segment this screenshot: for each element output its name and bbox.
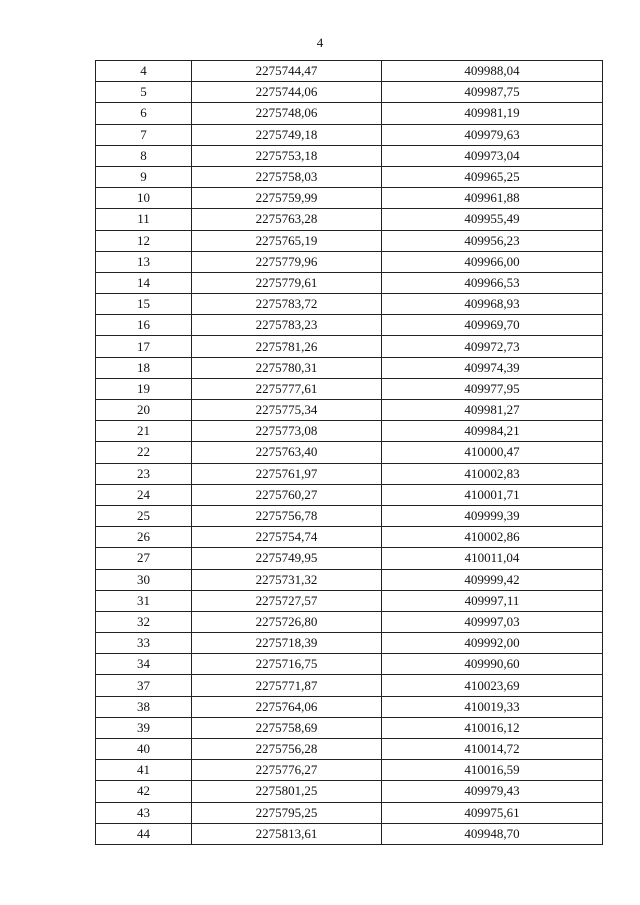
- point-number-cell: 40: [96, 739, 192, 760]
- x-coordinate-cell: 2275775,34: [192, 400, 382, 421]
- table-row: [96, 633, 603, 654]
- point-number-cell: 13: [96, 251, 192, 272]
- page-number: 4: [316, 35, 324, 50]
- table-row: [96, 82, 603, 103]
- table-row: [96, 654, 603, 675]
- x-coordinate-cell: 2275726,80: [192, 611, 382, 632]
- x-coordinate-cell: 2275777,61: [192, 378, 382, 399]
- y-coordinate-cell: 410019,33: [382, 696, 603, 717]
- y-coordinate-cell: 409969,70: [382, 315, 603, 336]
- point-number-cell: 27: [96, 548, 192, 569]
- table-row: [96, 611, 603, 632]
- point-number-cell: 4: [96, 61, 192, 82]
- y-coordinate-cell: 409956,23: [382, 230, 603, 251]
- x-coordinate-cell: 2275781,26: [192, 336, 382, 357]
- table-row: [96, 590, 603, 611]
- x-coordinate-cell: 2275765,19: [192, 230, 382, 251]
- table-row: [96, 548, 603, 569]
- y-coordinate-cell: 409966,53: [382, 272, 603, 293]
- x-coordinate-cell: 2275749,95: [192, 548, 382, 569]
- table-row: [96, 230, 603, 251]
- table-row: [96, 781, 603, 802]
- point-number-cell: 25: [96, 505, 192, 526]
- y-coordinate-cell: 409977,95: [382, 378, 603, 399]
- x-coordinate-cell: 2275759,99: [192, 188, 382, 209]
- x-coordinate-cell: 2275761,97: [192, 463, 382, 484]
- y-coordinate-cell: 409972,73: [382, 336, 603, 357]
- table-row: [96, 463, 603, 484]
- x-coordinate-cell: 2275780,31: [192, 357, 382, 378]
- y-coordinate-cell: 409948,70: [382, 823, 603, 844]
- table-row: [96, 400, 603, 421]
- table-row: [96, 209, 603, 230]
- y-coordinate-cell: 410000,47: [382, 442, 603, 463]
- point-number-cell: 12: [96, 230, 192, 251]
- y-coordinate-cell: 409999,42: [382, 569, 603, 590]
- point-number-cell: 32: [96, 611, 192, 632]
- table-row: [96, 760, 603, 781]
- x-coordinate-cell: 2275783,72: [192, 294, 382, 315]
- x-coordinate-cell: 2275801,25: [192, 781, 382, 802]
- x-coordinate-cell: 2275754,74: [192, 527, 382, 548]
- point-number-cell: 39: [96, 717, 192, 738]
- x-coordinate-cell: 2275718,39: [192, 633, 382, 654]
- y-coordinate-cell: 409984,21: [382, 421, 603, 442]
- point-number-cell: 18: [96, 357, 192, 378]
- table-row: [96, 251, 603, 272]
- x-coordinate-cell: 2275771,87: [192, 675, 382, 696]
- y-coordinate-cell: 409979,63: [382, 124, 603, 145]
- x-coordinate-cell: 2275744,06: [192, 82, 382, 103]
- x-coordinate-cell: 2275731,32: [192, 569, 382, 590]
- y-coordinate-cell: 410002,83: [382, 463, 603, 484]
- table-row: [96, 505, 603, 526]
- y-coordinate-cell: 409990,60: [382, 654, 603, 675]
- point-number-cell: 8: [96, 145, 192, 166]
- table-row: [96, 103, 603, 124]
- x-coordinate-cell: 2275779,96: [192, 251, 382, 272]
- y-coordinate-cell: 409999,39: [382, 505, 603, 526]
- y-coordinate-cell: 409968,93: [382, 294, 603, 315]
- x-coordinate-cell: 2275756,78: [192, 505, 382, 526]
- y-coordinate-cell: 410011,04: [382, 548, 603, 569]
- table-row: [96, 739, 603, 760]
- table-row: [96, 717, 603, 738]
- x-coordinate-cell: 2275744,47: [192, 61, 382, 82]
- y-coordinate-cell: 409997,11: [382, 590, 603, 611]
- point-number-cell: 14: [96, 272, 192, 293]
- table-row: [96, 378, 603, 399]
- table-row: [96, 527, 603, 548]
- point-number-cell: 21: [96, 421, 192, 442]
- x-coordinate-cell: 2275763,28: [192, 209, 382, 230]
- y-coordinate-cell: 410014,72: [382, 739, 603, 760]
- table-row: [96, 675, 603, 696]
- table-row: [96, 124, 603, 145]
- table-row: [96, 145, 603, 166]
- x-coordinate-cell: 2275716,75: [192, 654, 382, 675]
- table-row: [96, 61, 603, 82]
- y-coordinate-cell: 410016,12: [382, 717, 603, 738]
- y-coordinate-cell: 410001,71: [382, 484, 603, 505]
- x-coordinate-cell: 2275764,06: [192, 696, 382, 717]
- y-coordinate-cell: 409973,04: [382, 145, 603, 166]
- point-number-cell: 7: [96, 124, 192, 145]
- y-coordinate-cell: 409997,03: [382, 611, 603, 632]
- coordinates-table-body: [96, 61, 603, 845]
- point-number-cell: 41: [96, 760, 192, 781]
- x-coordinate-cell: 2275727,57: [192, 590, 382, 611]
- y-coordinate-cell: 409987,75: [382, 82, 603, 103]
- point-number-cell: 6: [96, 103, 192, 124]
- point-number-cell: 15: [96, 294, 192, 315]
- point-number-cell: 9: [96, 166, 192, 187]
- x-coordinate-cell: 2275748,06: [192, 103, 382, 124]
- x-coordinate-cell: 2275795,25: [192, 802, 382, 823]
- y-coordinate-cell: 410023,69: [382, 675, 603, 696]
- x-coordinate-cell: 2275779,61: [192, 272, 382, 293]
- point-number-cell: 37: [96, 675, 192, 696]
- coordinates-table: [95, 60, 603, 845]
- table-row: [96, 315, 603, 336]
- point-number-cell: 10: [96, 188, 192, 209]
- point-number-cell: 42: [96, 781, 192, 802]
- y-coordinate-cell: 409981,19: [382, 103, 603, 124]
- table-row: [96, 272, 603, 293]
- table-row: [96, 166, 603, 187]
- table-row: [96, 569, 603, 590]
- x-coordinate-cell: 2275758,03: [192, 166, 382, 187]
- y-coordinate-cell: 410002,86: [382, 527, 603, 548]
- y-coordinate-cell: 409992,00: [382, 633, 603, 654]
- table-row: [96, 442, 603, 463]
- y-coordinate-cell: 409975,61: [382, 802, 603, 823]
- x-coordinate-cell: 2275749,18: [192, 124, 382, 145]
- point-number-cell: 30: [96, 569, 192, 590]
- point-number-cell: 38: [96, 696, 192, 717]
- point-number-cell: 16: [96, 315, 192, 336]
- point-number-cell: 26: [96, 527, 192, 548]
- x-coordinate-cell: 2275773,08: [192, 421, 382, 442]
- y-coordinate-cell: 409966,00: [382, 251, 603, 272]
- point-number-cell: 24: [96, 484, 192, 505]
- point-number-cell: 44: [96, 823, 192, 844]
- y-coordinate-cell: 409974,39: [382, 357, 603, 378]
- table-row: [96, 696, 603, 717]
- table-row: [96, 188, 603, 209]
- x-coordinate-cell: 2275758,69: [192, 717, 382, 738]
- x-coordinate-cell: 2275813,61: [192, 823, 382, 844]
- point-number-cell: 31: [96, 590, 192, 611]
- table-row: [96, 294, 603, 315]
- point-number-cell: 23: [96, 463, 192, 484]
- x-coordinate-cell: 2275776,27: [192, 760, 382, 781]
- table-row: [96, 484, 603, 505]
- x-coordinate-cell: 2275760,27: [192, 484, 382, 505]
- table-row: [96, 357, 603, 378]
- x-coordinate-cell: 2275763,40: [192, 442, 382, 463]
- point-number-cell: 33: [96, 633, 192, 654]
- y-coordinate-cell: 409955,49: [382, 209, 603, 230]
- table-row: [96, 421, 603, 442]
- point-number-cell: 34: [96, 654, 192, 675]
- table-row: [96, 802, 603, 823]
- point-number-cell: 43: [96, 802, 192, 823]
- y-coordinate-cell: 409979,43: [382, 781, 603, 802]
- y-coordinate-cell: 409961,88: [382, 188, 603, 209]
- table-row: [96, 336, 603, 357]
- point-number-cell: 11: [96, 209, 192, 230]
- x-coordinate-cell: 2275783,23: [192, 315, 382, 336]
- x-coordinate-cell: 2275756,28: [192, 739, 382, 760]
- y-coordinate-cell: 409965,25: [382, 166, 603, 187]
- point-number-cell: 5: [96, 82, 192, 103]
- y-coordinate-cell: 409988,04: [382, 61, 603, 82]
- point-number-cell: 17: [96, 336, 192, 357]
- y-coordinate-cell: 409981,27: [382, 400, 603, 421]
- point-number-cell: 22: [96, 442, 192, 463]
- x-coordinate-cell: 2275753,18: [192, 145, 382, 166]
- point-number-cell: 20: [96, 400, 192, 421]
- point-number-cell: 19: [96, 378, 192, 399]
- table-row: [96, 823, 603, 844]
- y-coordinate-cell: 410016,59: [382, 760, 603, 781]
